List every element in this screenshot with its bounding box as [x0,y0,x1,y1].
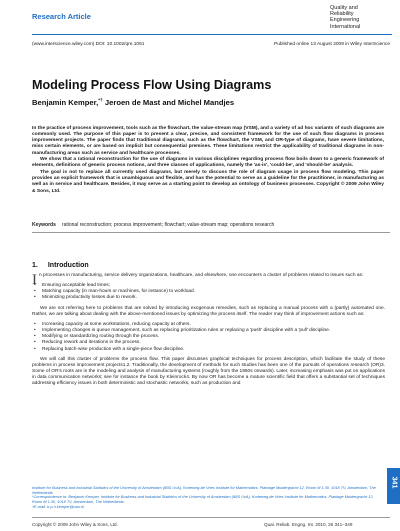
page-number-tab [387,468,400,504]
abstract [32,126,384,195]
journal-name-line: Reliability [330,11,354,18]
copyright-notice: Copyright © 2009 John Wiley & Sons, Ltd. [32,522,118,527]
article-type-label: Research Article [32,12,91,21]
list-item: • Replacing batch-wise production with a single-piece flow discipline. [42,347,385,353]
header-rule [32,34,392,35]
list-item: • Modifying or standardizing routing through the process. [42,334,385,340]
keywords [32,222,274,228]
journal-citation: Qual. Reliab. Engng. Int. 2010, 26 341–349 [264,522,353,527]
doi-line[interactable]: (www.interscience.wiley.com) DOI: 10.1002/qre.1061 [32,42,145,47]
abstract-paragraph: In the practice of process improvement, tools such as the flowchart, the value-stream map (VSM), and a variety of ad hoc variants of such diagrams are commonly used. The purpose of this paper is to present a clear, precise, and consistent framework for the use of such flow diagrams in process improvement projects. The paper finds that traditional diagrams, such as the flowchart, the VSM, and OR-type of diagrams, have severe limitations, miss certain elements, or are based on implicit but consequential premises. These limitations restrict the applicability of traditional diagrams in non-manufacturing areas such as service and healthcare processes. [32,126,384,156]
footnote: Institute for Business and Industrial Statistics of the University of Amsterdam (IBIS UvA), Korteweg-de Vries Institute for Mathematics, Plantage Muidergracht 12, Room M 1.30, 1018 TV, Amsterdam, The Netherlands [32,486,376,495]
body-text [32,273,385,388]
body-paragraph: We are not referring here to problems that are solved by introducing exogenous remedies, such as replacing a manual process with a (partly) automated one. Rather, we are talking about dealing with the above-mentioned issues by optimizing the process itself. The reader may think of improvement actions such as: [32,305,385,317]
body-paragraph: We will call this cluster of problems the process flow. This paper discusses graphical techniques for process description, which facilitate the study of these problems in process improvement projects1,2. Traditionally, the development of methods for such studies has been one of the pursuits of operations research (OR)3. Some of OR's roots are in the modeling and analysis of manufacturing systems (roughly from the 1950s onwards). Later, increasing emphasis was put on applications in data communication networks; see for instance the book by Kleinrock4. By now OR has become a mature scientific field that offers a substantial set of techniques addressing efficiency issues in both deterministic and stochastic networks, such as production and [32,356,385,387]
footer-rule [32,517,390,518]
article-title: Modeling Process Flow Using Diagrams [32,78,272,92]
keywords-label: Keywords [32,222,56,228]
section-heading [32,262,89,269]
list-item: • Ensuring acceptable lead times; [42,283,385,289]
author-footnote-marks: *† [98,98,103,104]
list-item: • Implementing changes in queue management, such as replacing prioritization rules or replacing a 'push' discipline with a 'pull' discipline. [42,328,385,334]
journal-name-line: Quality and [330,5,358,11]
authors-rest: Jeroen de Mast and Michel Mandjes [102,98,235,107]
section-title: Introduction [47,262,89,269]
footnote[interactable]: †E-mail: b.p.h.kemper@uva.nl [32,504,84,509]
journal-name-line: International [330,23,361,30]
keywords-text: rational reconstruction; process improvement; flowchart; value-stream map; operations research [61,222,275,228]
authors-first: Benjamin Kemper, [32,98,99,107]
page-number: 341 [390,476,398,489]
section-number: 1. [32,262,38,269]
list-item: • Increasing capacity at some workstations, reducing capacity at others. [42,322,385,328]
list-item: • Minimizing productivity losses due to rework. [42,295,385,301]
intro-text: n processes in manufacturing, service delivery organizations, healthcare, and elsewhere, one encounters a cluster of problems related to issues such as: [39,273,364,278]
list-item: • Reducing rework and iterations in the process. [42,340,385,346]
journal-name [330,5,392,30]
issue-list [32,283,385,301]
published-line: Published online 13 August 2009 in Wiley InterScience [274,42,390,47]
abstract-paragraph: We show that a rational reconstruction for the use of diagrams in various disciplines regarding process flow boils down to a generic framework of elements, definitions of generic process notions, and three classes of applications, namely the 'as-is', 'could-be', and 'should-be' analysis. [32,157,384,169]
journal-name-line: Engineering [330,17,360,24]
author-list [32,98,234,107]
list-item: • Matching capacity (in man-hours or machines, for instance) to workload. [42,289,385,295]
section-divider [32,232,390,233]
dropcap-letter: I [32,272,37,288]
footnote: *Correspondence to: Benjamin Kemper, Institute for Business and Industrial Statistics of the University of Amsterdam (IBIS UvA), Korteweg-de Vries Institute for Mathematics, Plantage Muidergracht 12, Room M 1.30, 1018 TV, Amsterdam, The Netherlands. [32,495,374,505]
footnotes [32,486,377,510]
action-list [32,322,385,353]
abstract-paragraph: The goal is not to replace all currently used diagrams, but merely to discuss the role of diagram usage in process flow modeling. This paper provides an explicit framework that is unambiguous and flexible, and has the potential to serve as a guideline for the practitioner, in manufacturing as well as in service and healthcare. Besides, it may serve as a starting point to develop an ontology of business processes. Copyright © 2009 John Wiley & Sons, Ltd. [32,170,384,194]
